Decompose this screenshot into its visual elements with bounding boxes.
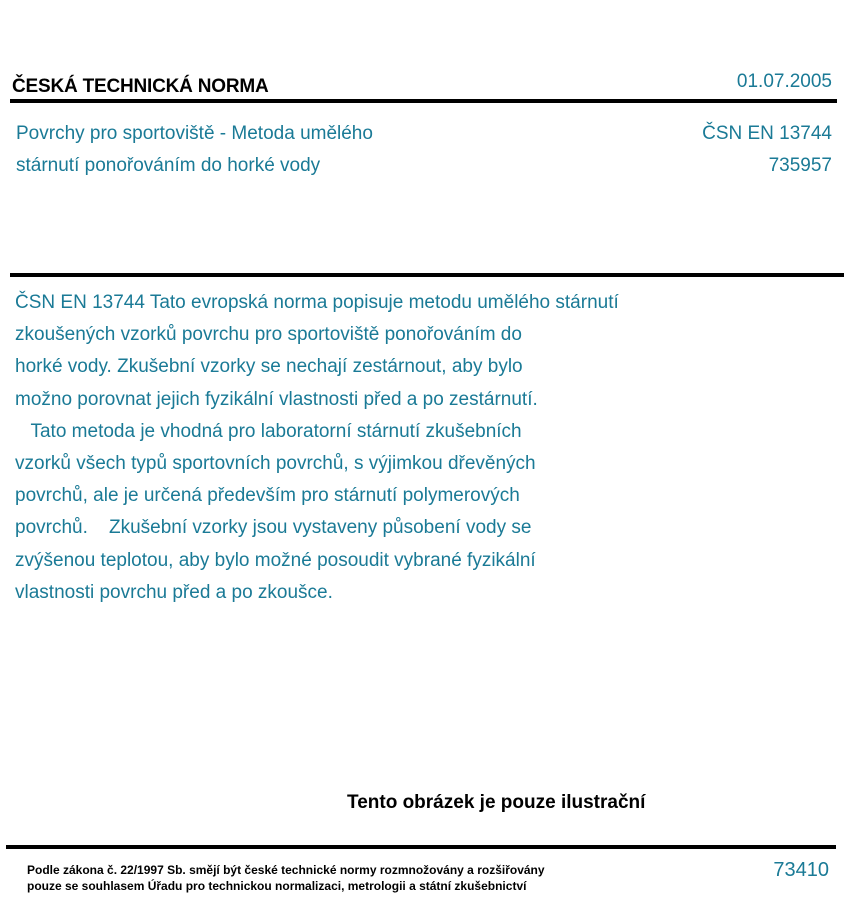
catalog-number: 73410 [773, 859, 829, 881]
abstract-line: povrchů. Zkušební vzorky jsou vystaveny působení vody se [15, 517, 532, 539]
document-heading: ČESKÁ TECHNICKÁ NORMA [12, 76, 269, 97]
class-number: 735957 [768, 155, 832, 176]
abstract-line: vlastnosti povrchu před a po zkoušce. [15, 581, 333, 603]
abstract-line: horké vody. Zkušební vzorky se nechají zestárnout, aby bylo [15, 356, 523, 378]
publication-date: 01.07.2005 [736, 71, 832, 92]
abstract-line: vzorků všech typů sportovních povrchů, s výjimkou dřevěných [15, 453, 536, 475]
legal-notice-line: pouze se souhlasem Úřadu pro technickou normalizaci, metrologii a státní zkušebnictví [27, 879, 527, 893]
abstract-line: zkoušených vzorků povrchu pro sportoviště ponořováním do [15, 324, 522, 346]
title-line: Povrchy pro sportoviště - Metoda umělého [16, 123, 373, 144]
abstract-line: povrchů, ale je určená především pro stárnutí polymerových [15, 485, 520, 507]
title-line: stárnutí ponořováním do horké vody [16, 155, 321, 176]
legal-notice-line: Podle zákona č. 22/1997 Sb. smějí být české technické normy rozmnožovány a rozšiřovány [27, 863, 545, 877]
abstract-line: zvýšenou teplotou, aby bylo možné posoudit vybrané fyzikální [15, 549, 536, 571]
footer-divider [6, 845, 836, 849]
standard-code: ČSN EN 13744 [702, 123, 832, 144]
legal-notice [27, 862, 545, 894]
abstract-line: Tato metoda je vhodná pro laboratorní stárnutí zkušebních [15, 420, 522, 442]
document-title [16, 118, 373, 182]
header-divider [10, 99, 837, 103]
standard-identifiers [702, 118, 832, 182]
section-divider [10, 273, 844, 277]
abstract-text [15, 287, 715, 609]
abstract-line: ČSN EN 13744 Tato evropská norma popisuje metodu umělého stárnutí [15, 292, 619, 313]
illustration-note: Tento obrázek je pouze ilustrační [347, 792, 646, 813]
abstract-line: možno porovnat jejich fyzikální vlastnosti před a po zestárnutí. [15, 388, 538, 410]
